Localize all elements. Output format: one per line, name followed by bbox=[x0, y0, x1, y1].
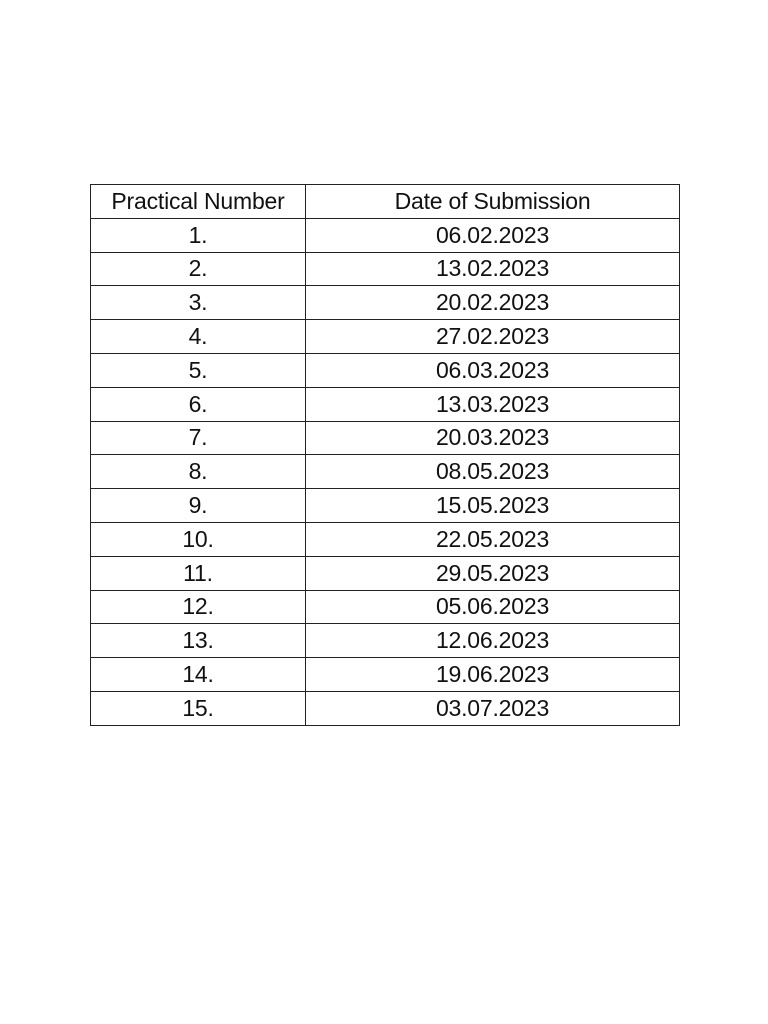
table-row bbox=[91, 455, 680, 489]
practical-number-cell: 4. bbox=[91, 320, 306, 354]
table-row bbox=[91, 353, 680, 387]
table-row bbox=[91, 658, 680, 692]
practical-number-cell: 8. bbox=[91, 455, 306, 489]
submission-date-cell: 05.06.2023 bbox=[306, 590, 680, 624]
practical-number-cell: 1. bbox=[91, 218, 306, 252]
submission-date-cell: 08.05.2023 bbox=[306, 455, 680, 489]
table-row bbox=[91, 320, 680, 354]
table-header-row bbox=[91, 185, 680, 219]
submission-date-cell: 29.05.2023 bbox=[306, 556, 680, 590]
table-row bbox=[91, 624, 680, 658]
table-row bbox=[91, 387, 680, 421]
practical-number-cell: 12. bbox=[91, 590, 306, 624]
header-practical-number: Practical Number bbox=[91, 185, 306, 219]
submission-date-cell: 27.02.2023 bbox=[306, 320, 680, 354]
practical-number-cell: 2. bbox=[91, 252, 306, 286]
table-row bbox=[91, 590, 680, 624]
practical-number-cell: 7. bbox=[91, 421, 306, 455]
practical-number-cell: 10. bbox=[91, 522, 306, 556]
table-row bbox=[91, 252, 680, 286]
submission-schedule-table bbox=[90, 184, 680, 726]
submission-date-cell: 22.05.2023 bbox=[306, 522, 680, 556]
practical-number-cell: 13. bbox=[91, 624, 306, 658]
practical-number-cell: 6. bbox=[91, 387, 306, 421]
table-row bbox=[91, 556, 680, 590]
submission-date-cell: 20.03.2023 bbox=[306, 421, 680, 455]
practical-number-cell: 5. bbox=[91, 353, 306, 387]
table-row bbox=[91, 691, 680, 725]
practical-number-cell: 9. bbox=[91, 489, 306, 523]
table-row bbox=[91, 489, 680, 523]
practical-number-cell: 11. bbox=[91, 556, 306, 590]
practical-number-cell: 14. bbox=[91, 658, 306, 692]
submission-date-cell: 03.07.2023 bbox=[306, 691, 680, 725]
submission-date-cell: 13.02.2023 bbox=[306, 252, 680, 286]
practical-number-cell: 3. bbox=[91, 286, 306, 320]
submission-date-cell: 13.03.2023 bbox=[306, 387, 680, 421]
submission-date-cell: 06.02.2023 bbox=[306, 218, 680, 252]
practical-number-cell: 15. bbox=[91, 691, 306, 725]
table-row bbox=[91, 286, 680, 320]
submission-date-cell: 20.02.2023 bbox=[306, 286, 680, 320]
submission-date-cell: 12.06.2023 bbox=[306, 624, 680, 658]
table-row bbox=[91, 421, 680, 455]
submission-date-cell: 15.05.2023 bbox=[306, 489, 680, 523]
table-row bbox=[91, 218, 680, 252]
submission-date-cell: 06.03.2023 bbox=[306, 353, 680, 387]
submission-date-cell: 19.06.2023 bbox=[306, 658, 680, 692]
table-row bbox=[91, 522, 680, 556]
header-date-of-submission: Date of Submission bbox=[306, 185, 680, 219]
